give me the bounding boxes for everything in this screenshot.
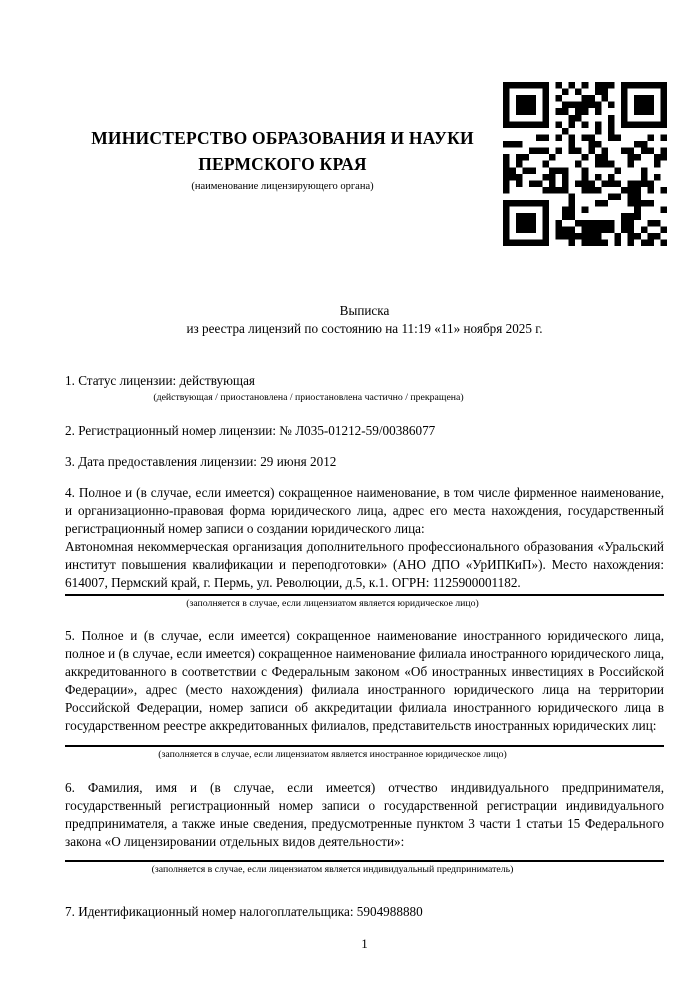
ministry-name-line1: МИНИСТЕРСТВО ОБРАЗОВАНИЯ И НАУКИ <box>91 128 474 148</box>
item-foreign-entity-text: 5. Полное и (в случае, если имеется) сокращенное наименование иностранного юридического лица, полное и (в случае, если имеется) сокращенное наименование филиала иностранного юридического лица, аккредитованного в соответствии с Федеральным законом «Об иностранных инвестициях в Российской Федерации», адрес (место нахождения) филиала иностранного юридического лица на территории Российской Федерации, номер записи об аккредитации филиала иностранного юридического лица в государственном реестре аккредитованных филиалов, представительств иностранных юридических лиц: <box>65 628 664 733</box>
fill-in-rule <box>65 745 664 747</box>
item-status-caption: (действующая / приостановлена / приостановлена частично / прекращена) <box>153 392 464 403</box>
item-foreign-entity-caption: (заполняется в случае, если лицензиатом является иностранное юридическое лицо) <box>158 749 507 760</box>
item-individual-entrepreneur-caption: (заполняется в случае, если лицензиатом является индивидуальный предприниматель) <box>151 864 514 875</box>
ministry-name-line2: ПЕРМСКОГО КРАЯ <box>198 154 367 174</box>
item-status-text: 1. Статус лицензии: действующая <box>65 373 256 388</box>
license-item-individual-entrepreneur <box>65 779 664 876</box>
item-legal-entity-text: 4. Полное и (в случае, если имеется) сокращенное наименование, в том числе фирменное наименование, и организационно-правовая форма юридического лица, адрес его места нахождения, государственный регистрационный номер записи о создании юридического лица: <box>65 485 664 536</box>
document-header <box>65 0 664 245</box>
item-legal-entity-value: Автономная некоммерческая организация дополнительного профессионального образования «Уральский институт повышения квалификации и переподготовки» (АНО ДПО «УрИПКиП»). Место нахождения: 614007, Пермский край, г. Пермь, ул. Революции, д.5, к.1. ОГРН: 1125900001182. <box>65 539 664 590</box>
ministry-name <box>65 125 500 177</box>
qr-code-icon <box>503 82 667 246</box>
fill-in-rule <box>65 594 664 596</box>
item-registration-number-text: 2. Регистрационный номер лицензии: № Л035-01212-59/00386077 <box>65 423 436 438</box>
page-number: 1 <box>361 936 368 951</box>
document-title <box>65 302 664 338</box>
item-grant-date-text: 3. Дата предоставления лицензии: 29 июня 2012 <box>65 454 337 469</box>
license-item-grant-date <box>65 453 664 471</box>
license-item-taxpayer-number <box>65 903 664 921</box>
license-item-registration-number <box>65 422 664 440</box>
licensing-authority-block <box>65 125 500 193</box>
item-legal-entity-caption: (заполняется в случае, если лицензиатом является юридическое лицо) <box>186 598 479 609</box>
ministry-caption: (наименование лицензирующего органа) <box>191 181 374 192</box>
item-individual-entrepreneur-text: 6. Фамилия, имя и (в случае, если имеется) отчество индивидуального предпринимателя, государственный регистрационный номер записи о государственной регистрации индивидуального предпринимателя, а также иные сведения, предусмотренные пунктом 3 части 1 статьи 15 Федерального закона «О лицензировании отдельных видов деятельности»: <box>65 780 664 849</box>
license-item-foreign-entity <box>65 627 664 761</box>
fill-in-rule <box>65 860 664 862</box>
document-title-line2: из реестра лицензий по состоянию на 11:19 «11» ноября 2025 г. <box>186 321 543 336</box>
license-item-legal-entity <box>65 484 664 610</box>
license-item-status <box>65 372 664 404</box>
item-taxpayer-number-text: 7. Идентификационный номер налогоплательщика: 5904988880 <box>65 904 423 919</box>
document-title-line1: Выписка <box>339 303 390 318</box>
